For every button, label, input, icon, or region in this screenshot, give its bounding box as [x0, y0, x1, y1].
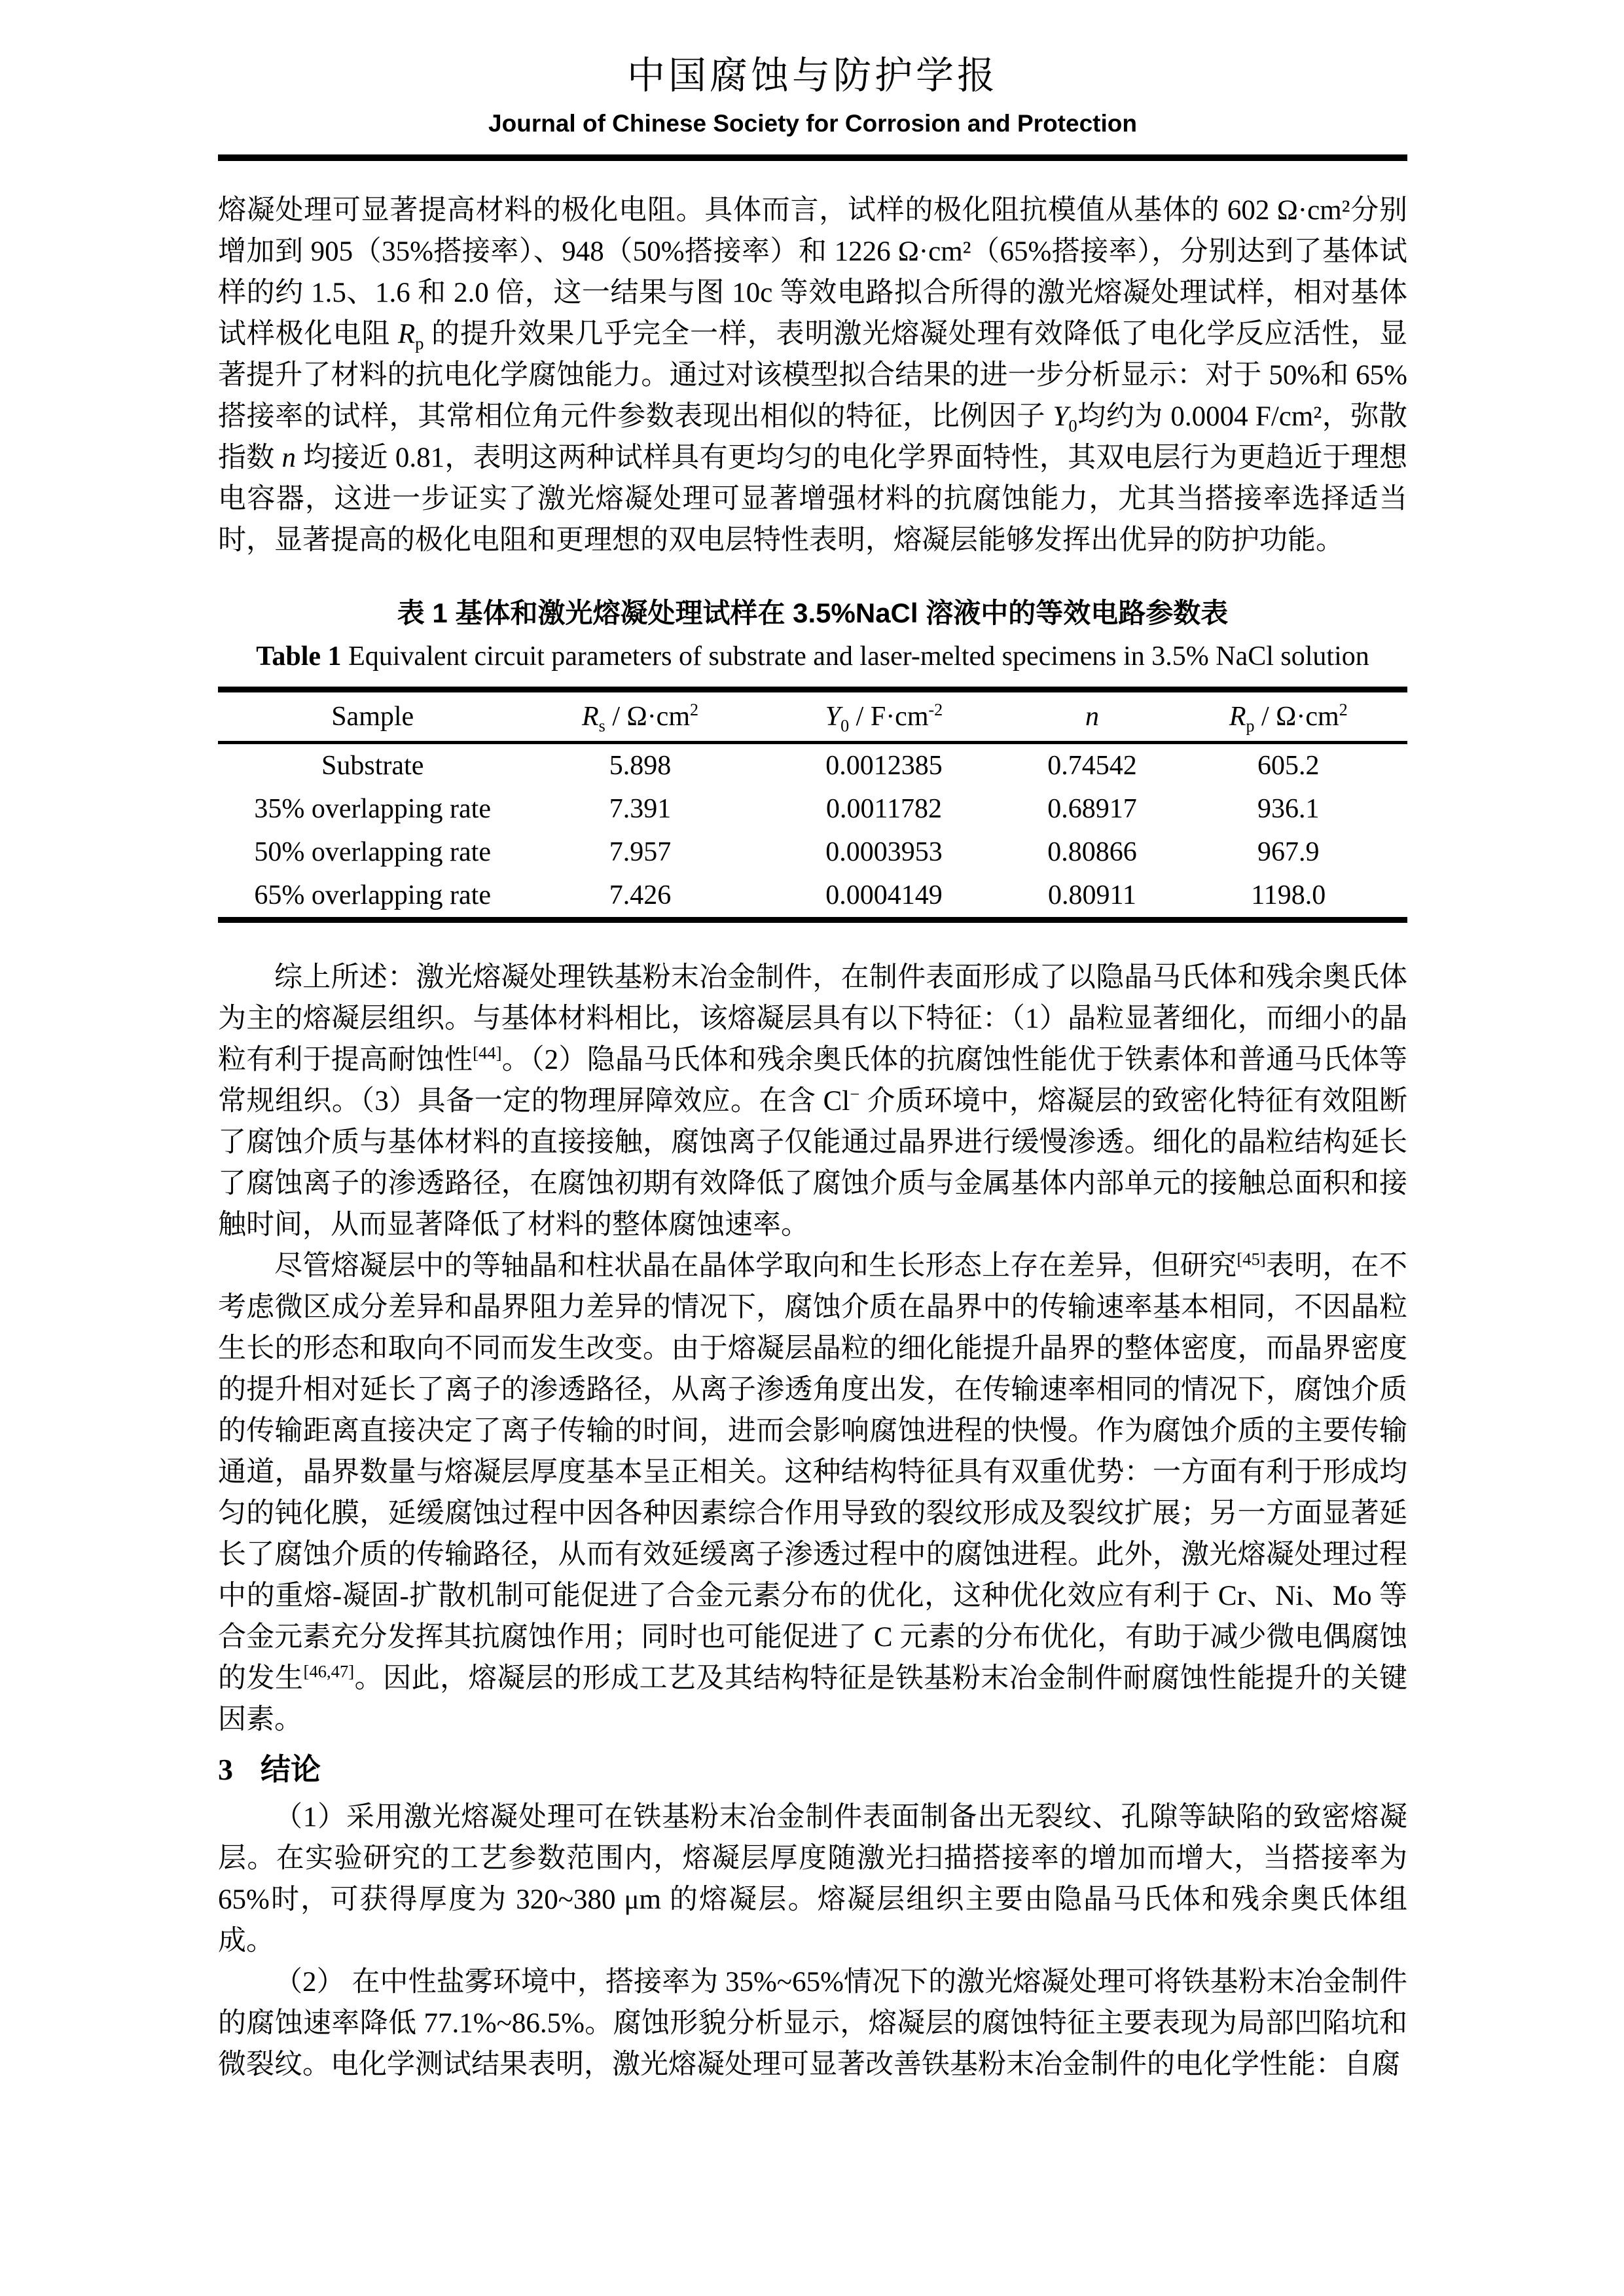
paragraph-grain-boundary-transport: 尽管熔凝层中的等轴晶和柱状晶在晶体学取向和生长形态上存在差异，但研究[45]表明，在不考虑微区成分差异和晶界阻力差异的情况下，腐蚀介质在晶界中的传输速率基本相同，不因晶粒生长的形态和取向不同而发生改变。由于熔凝层晶粒的细化能提升晶界的整体密度，而晶界密度的提升相对延长了离子的渗透路径，从离子渗透角度出发，在传输速率相同的情况下，腐蚀介质的传输距离直接决定了离子传输的时间，进而会影响腐蚀进程的快慢。作为腐蚀介质的主要传输通道，晶界数量与熔凝层厚度基本呈正相关。这种结构特征具有双重优势：一方面有利于形成均匀的钝化膜，延缓腐蚀过程中因各种因素综合作用导致的裂纹形成及裂纹扩展；另一方面显著延长了腐蚀介质的传输路径，从而有效延缓离子渗透过程中的腐蚀进程。此外，激光熔凝处理过程中的重熔-凝固-扩散机制可能促进了合金元素分布的优化，这种优化效应有利于 Cr、Ni、Mo 等合金元素充分发挥其抗腐蚀作用；同时也可能促进了 C 元素的分布优化，有助于减少微电偶腐蚀的发生[46,47]。因此，熔凝层的形成工艺及其结构特征是铁基粉末冶金制件耐腐蚀性能提升的关键因素。 — [218, 1249, 1408, 1735]
cell-n: 0.68917 — [1047, 794, 1137, 824]
cell-rs: 7.426 — [609, 880, 672, 910]
paragraph-conclusion-2: （2） 在中性盐雾环境中，搭接率为 35%~65%情况下的激光熔凝处理可将铁基粉末冶金制件的腐蚀速率降低 77.1%~86.5%。腐蚀形貌分析显示，熔凝层的腐蚀特征主要表现为局部凹陷坑和微裂纹。电化学测试结果表明，激光熔凝处理可显著改善铁基粉末冶金制件的电化学性能：自腐 — [218, 1967, 1407, 2080]
table1-header-row — [218, 690, 1407, 743]
column-header-y0: $Y_0 / F\cdot cm^{-2}$ — [753, 690, 1015, 743]
cell-n: 0.74542 — [1047, 751, 1137, 781]
cell-y0: 0.0011782 — [826, 794, 942, 824]
cell-sample: 50% overlapping rate — [254, 837, 491, 867]
cell-rs: 7.391 — [609, 794, 672, 824]
cell-rp: 936.1 — [1257, 794, 1320, 824]
cell-n: 0.80911 — [1047, 880, 1136, 910]
table-row-substrate — [218, 743, 1407, 788]
cell-y0: 0.0012385 — [825, 751, 943, 781]
table1-caption-en: Table 1 Equivalent circuit parameters of substrate and laser-melted specimens in 3.5% NaCl solution — [256, 641, 1369, 672]
table1-caption-zh: 表 1 基体和激光熔凝处理试样在 3.5%NaCl 溶液中的等效电路参数表 — [397, 598, 1229, 628]
section-title: 结论 — [261, 1753, 321, 1786]
article-body — [218, 190, 1407, 2085]
cell-y0: 0.0003953 — [825, 837, 943, 867]
cell-sample: 65% overlapping rate — [254, 880, 491, 910]
paragraph-conclusion-1: （1）采用激光熔凝处理可在铁基粉末冶金制件表面制备出无裂纹、孔隙等缺陷的致密熔凝层。在实验研究的工艺参数范围内，熔凝层厚度随激光扫描搭接率的增加而增大，当搭接率为 65%时，可获得厚度为 320~380 μm 的熔凝层。熔凝层组织主要由隐晶马氏体和残余奥氏体组成。 — [218, 1802, 1407, 1956]
cell-sample: 35% overlapping rate — [254, 794, 491, 824]
cell-rs: 7.957 — [609, 837, 672, 867]
table-row-50-overlap — [218, 831, 1407, 874]
journal-subtitle: Journal of Chinese Society for Corrosion and Protection — [488, 110, 1137, 137]
cell-y0: 0.0004149 — [825, 880, 943, 910]
section-3-conclusions-heading — [218, 1751, 1407, 1789]
table1-equivalent-circuit-parameters — [218, 687, 1407, 923]
section-number: 3 — [218, 1753, 233, 1786]
header-rule — [218, 154, 1407, 161]
paragraph-summary-melted-layer: 综上所述：激光熔凝处理铁基粉末冶金制件，在制件表面形成了以隐晶马氏体和残余奥氏体为主的熔凝层组织。与基体材料相比，该熔凝层具有以下特征：（1）晶粒显著细化，而细小的晶粒有利于提高耐蚀性[44]。（2）隐晶马氏体和残余奥氏体的抗腐蚀性能优于铁素体和普通马氏体等常规组织。（3）具备一定的物理屏障效应。在含 Cl− 介质环境中，熔凝层的致密化特征有效阻断了腐蚀介质与基体材料的直接接触，腐蚀离子仅能通过晶界进行缓慢渗透。细化的晶粒结构延长了腐蚀离子的渗透路径，在腐蚀初期有效降低了腐蚀介质与金属基体内部单元的接触总面积和接触时间，从而显著降低了材料的整体腐蚀速率。 — [218, 962, 1408, 1240]
paragraph-eis-analysis: 熔凝处理可显著提高材料的极化电阻。具体而言，试样的极化阻抗模值从基体的 602 Ω·cm²分别增加到 905（35%搭接率）、948（50%搭接率）和 1226 Ω·cm²（65%搭接率），分别达到了基体试样的约 1.5、1.6 和 2.0 倍，这一结果与图 10c 等效电路拟合所得的激光熔凝处理试样，相对基体试样极化电阻 $R_p$ 的提升效果几乎完全一样，表明激光熔凝处理有效降低了电化学反应活性，显著提升了材料的抗电化学腐蚀能力。通过对该模型拟合结果的进一步分析显示：对于 50%和 65%搭接率的试样，其常相位角元件参数表现出相似的特征，比例因子 $Y_0$均约为 0.0004 F/cm²，弥散指数 n 均接近 0.81，表明这两种试样具有更均匀的电化学界面特性，其双电层行为更趋近于理想电容器，这进一步证实了激光熔凝处理可显著增强材料的抗腐蚀能力，尤其当搭接率选择适当时，显著提高的极化电阻和更理想的双电层特性表明，熔凝层能够发挥出优异的防护功能。 — [218, 195, 1408, 556]
cell-rp: 967.9 — [1257, 837, 1320, 867]
table-row-65-overlap — [218, 874, 1407, 920]
cell-sample: Substrate — [321, 751, 424, 781]
cell-rp: 605.2 — [1257, 751, 1320, 781]
cell-rs: 5.898 — [609, 751, 672, 781]
page-header — [218, 52, 1407, 161]
column-header-rp: $R_p / \Omega\cdot cm^2$ — [1170, 690, 1407, 743]
column-header-rs: $R_s / \Omega\cdot cm^2$ — [527, 690, 753, 743]
column-header-sample: Sample — [218, 690, 527, 743]
cell-rp: 1198.0 — [1251, 880, 1326, 910]
cell-n: 0.80866 — [1047, 837, 1137, 867]
column-header-n: n — [1015, 690, 1169, 743]
journal-title: 中国腐蚀与防护学报 — [626, 54, 998, 97]
table-row-35-overlap — [218, 787, 1407, 831]
